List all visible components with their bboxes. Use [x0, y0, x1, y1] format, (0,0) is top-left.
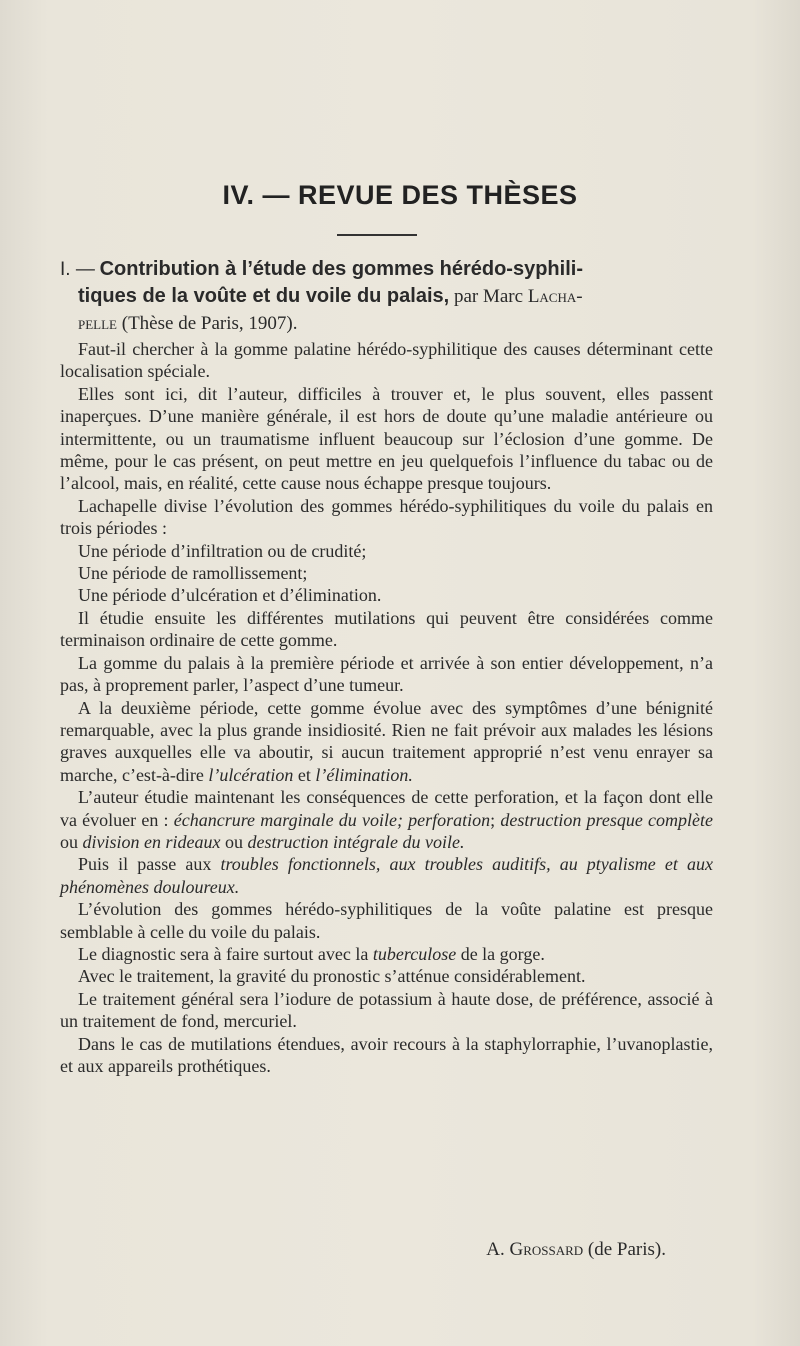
list-item: Une période d’ulcération et d’élimination. [78, 585, 382, 606]
italic-run: division en rideaux [82, 831, 221, 852]
paragraph: Il étudie ensuite les différentes mutilations qui peuvent être considérées comme terminaison ordinaire de cette gomme. [60, 607, 713, 651]
article-title-line-1: Contribution à l’étude des gommes hérédo-syphili- [99, 258, 583, 280]
text-run: de la gorge. [460, 943, 545, 964]
signature-name: Grossard [509, 1239, 584, 1260]
paragraph: Lachapelle divise l’évolution des gommes hérédo-syphilitiques du voile du palais en trois périodes : [60, 495, 713, 539]
signature-place: (de Paris). [587, 1239, 666, 1260]
italic-run: destruction presque complète [500, 809, 714, 830]
text-run: Le diagnostic sera à faire surtout avec la [78, 943, 369, 964]
signature [0, 1239, 666, 1261]
paragraph: Elles sont ici, dit l’auteur, difficiles à trouver et, le plus souvent, elles passent inaperçues. D’une manière générale, il est hors de doute qu’une maladie antérieure ou intermittente, ou un traumatisme influent beaucoup sur l’éclosion d’une gomme. De même, pour le cas présent, on peut mettre en jeu quelquefois l’influence du tabac ou de l’alcool, mais, en réalité, cette cause nous échappe presque toujours. [60, 383, 713, 494]
article-author-part-2: pelle [78, 313, 117, 334]
text-run: L’auteur étudie maintenant les conséquences de cette perforation, et la façon dont elle va évoluer en : [60, 787, 713, 830]
italic-run: troubles fonctionnels, aux troubles auditifs, au ptyalisme et aux phénomènes douloureux. [60, 854, 714, 897]
thesis-reference: (Thèse de Paris, 1907). [121, 313, 298, 334]
article-author-part-1: Lacha- [527, 286, 583, 307]
signature-initial: A. [486, 1239, 505, 1260]
italic-run: l’ulcération [208, 764, 294, 785]
paragraph [60, 943, 713, 965]
text-run: A la deuxième période, cette gomme évolue avec des symptômes d’une bénignité remarquable, avec la plus grande insidiosité. Rien ne fait prévoir aux malades les lésions graves auxquelles elle va aboutir, si aucun traitement approprié n’est venu enrayer sa marche, c’est-à-dire [60, 697, 713, 785]
italic-run: l’élimination. [315, 764, 413, 785]
text-run: ou [60, 831, 78, 852]
paragraph: Avec le traitement, la gravité du pronostic s’atténue considérablement. [78, 966, 586, 987]
article-number: I. — [60, 259, 95, 280]
paragraph [60, 697, 713, 787]
list-item: Une période de ramollissement; [78, 563, 308, 584]
article-heading [60, 256, 720, 337]
paragraph [60, 786, 713, 853]
section-title: IV. — REVUE DES THÈSES [222, 180, 578, 210]
text-run: Puis il passe aux [78, 854, 212, 875]
article-body [60, 338, 713, 1077]
paragraph: Le traitement général sera l’iodure de potassium à haute dose, de préférence, associé à un traitement de fond, mercuriel. [60, 988, 713, 1032]
text-run: ou [224, 831, 243, 852]
text-run: et [297, 764, 311, 785]
title-divider [337, 234, 417, 236]
italic-run: échancrure marginale du voile; perforation [173, 809, 491, 830]
paragraph: Faut-il chercher à la gomme palatine hérédo-syphilitique des causes déterminant cette localisation spéciale. [60, 339, 713, 382]
list-item: Une période d’infiltration ou de crudité; [78, 540, 367, 561]
article-by: par Marc [453, 286, 524, 307]
paragraph [60, 853, 713, 898]
text-run: ; [490, 809, 496, 830]
italic-run: tuberculose [372, 943, 457, 964]
paragraph: Dans le cas de mutilations étendues, avoir recours à la staphylorraphie, l’uvanoplastie, et aux appareils prothétiques. [60, 1033, 713, 1076]
article-title-line-2: tiques de la voûte et du voile du palais, [78, 285, 450, 307]
paragraph: La gomme du palais à la première période et arrivée à son entier développement, n’a pas, à proprement parler, l’aspect d’une tumeur. [60, 652, 713, 696]
paragraph: L’évolution des gommes hérédo-syphilitiques de la voûte palatine est presque semblable à celle du voile du palais. [60, 899, 713, 942]
italic-run: destruction intégrale du voile. [247, 831, 465, 852]
